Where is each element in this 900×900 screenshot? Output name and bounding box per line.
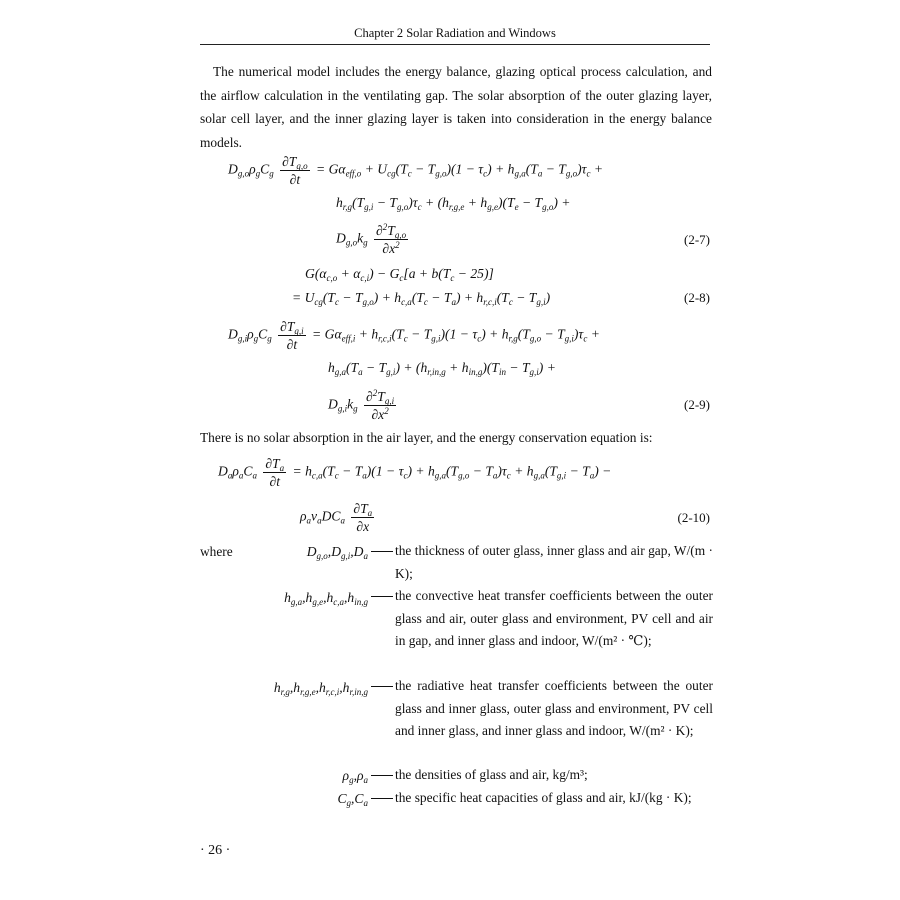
intro-paragraph-text: The numerical model includes the energy balance, glazing optical process calculation, and the airflow calculation in the ventilating gap. The solar absorption of the outer glazing layer, solar cell layer, and the inner glazing layer is taken into consideration in the energy balance models. xyxy=(200,64,712,150)
definition-convective xyxy=(395,585,713,653)
air-layer-sentence: There is no solar absorption in the air layer, and the energy conservation equation is: xyxy=(200,430,653,445)
equation-2-7-number: (2-7) xyxy=(684,232,710,247)
definition-density xyxy=(395,764,713,787)
intro-paragraph xyxy=(200,60,712,154)
equation-2-7-line-1: $D_{g,o}\rho_gC_g$ $\frac{\partial T_{g,o}}{\partial t}$ = $G\alpha_{eff,o} + U_{cg}(T_c - T_{g,o})(1 - \tau_c) + h_{g,a}(T_a - T_{g,o})\tau_c$ + xyxy=(228,154,604,187)
definition-symbol-density: $\rho_g,\rho_a$ xyxy=(342,768,368,785)
definition-symbol-radiative: $h_{r,g},h_{r,g,e},h_{r,c,i},h_{r,in,g}$ xyxy=(273,680,368,697)
definition-symbol-heat-capacity: $C_g,C_a$ xyxy=(337,791,368,808)
header-rule xyxy=(200,44,710,45)
definition-dash xyxy=(371,775,393,776)
equation-2-10-number: (2-10) xyxy=(677,510,710,525)
definition-dash xyxy=(371,551,393,552)
equation-2-8-number: (2-8) xyxy=(684,290,710,305)
equation-2-9-number: (2-9) xyxy=(684,397,710,412)
where-label: where xyxy=(200,544,233,559)
definition-text: the convective heat transfer coefficients between the outer glass and air, outer glass and environment, PV cell and air in gap, and inner glass and indoor, W/(m² · ℃); xyxy=(395,588,713,648)
definition-text: the specific heat capacities of glass and air, kJ/(kg · K); xyxy=(395,790,692,805)
equation-2-10-line-2: $\rho_av_aDC_a$ $\frac{\partial T_a}{\partial x}$ xyxy=(300,501,373,534)
definition-dash xyxy=(371,596,393,597)
equation-2-9-line-3: $D_{g,i}k_g$ $\frac{\partial^2T_{g,i}}{\partial x^2}$ xyxy=(328,388,395,422)
definition-heat-capacity xyxy=(395,787,713,810)
definition-thickness xyxy=(395,540,713,585)
equation-2-9-line-1: $D_{g,i}\rho_gC_g$ $\frac{\partial T_{g,i}}{\partial t}$ = $G\alpha_{eff,i} + h_{r,c,i}(T_c - T_{g,i})(1 - \tau_c) + h_{r,g}(T_{g,o} - T_{g,i})\tau_c$ + xyxy=(228,319,600,352)
definition-radiative xyxy=(395,675,713,743)
definition-symbol-thickness: $D_{g,o},D_{g,i},D_a$ xyxy=(306,544,368,561)
equation-2-7-line-3: $D_{g,o}k_g$ $\frac{\partial^2T_{g,o}}{\partial x^2}$ xyxy=(336,222,407,256)
equation-2-10-line-1: $D_a\rho_aC_a$ $\frac{\partial T_a}{\partial t}$ = $h_{c,a}(T_c - T_a)(1 - \tau_c) + h_{g,a}(T_{g,o} - T_a)\tau_c + h_{g,a}(T_{g,i} - T_a)$ − xyxy=(218,456,612,489)
running-header: Chapter 2 Solar Radiation and Windows xyxy=(354,26,556,40)
equation-2-9-line-2: $h_{g,a}(T_a - T_{g,i}) + (h_{r,in,g} + h_{in,g})(T_{in} - T_{g,i})$ + xyxy=(328,360,556,377)
equation-2-8-line-1: $G(\alpha_{c,o} + \alpha_{c,i}) - G_c[a + b(T_c - 25)]$ xyxy=(305,266,494,283)
definition-dash xyxy=(371,798,393,799)
definition-text: the thickness of outer glass, inner glass and air gap, W/(m · K); xyxy=(395,543,713,581)
equation-2-7-line-2: $h_{r,g}(T_{g,i} - T_{g,o})\tau_c + (h_{r,g,e} + h_{g,e})(T_e - T_{g,o})$ + xyxy=(336,195,571,212)
page-number: · 26 · xyxy=(200,843,231,858)
definition-text: the densities of glass and air, kg/m³; xyxy=(395,767,588,782)
definition-text: the radiative heat transfer coefficients between the outer glass and inner glass, outer glass and environment, PV cell and inner glass, and inner glass and indoor, W/(m² · K); xyxy=(395,678,713,738)
definition-symbol-convective: $h_{g,a},h_{g,e},h_{c,a},h_{in,g}$ xyxy=(284,590,368,607)
equation-2-8-line-2: = $U_{cg}(T_c - T_{g,o}) + h_{c,a}(T_c - T_a) + h_{r,c,i}(T_c - T_{g,i})$ xyxy=(292,290,551,307)
definition-dash xyxy=(371,686,393,687)
